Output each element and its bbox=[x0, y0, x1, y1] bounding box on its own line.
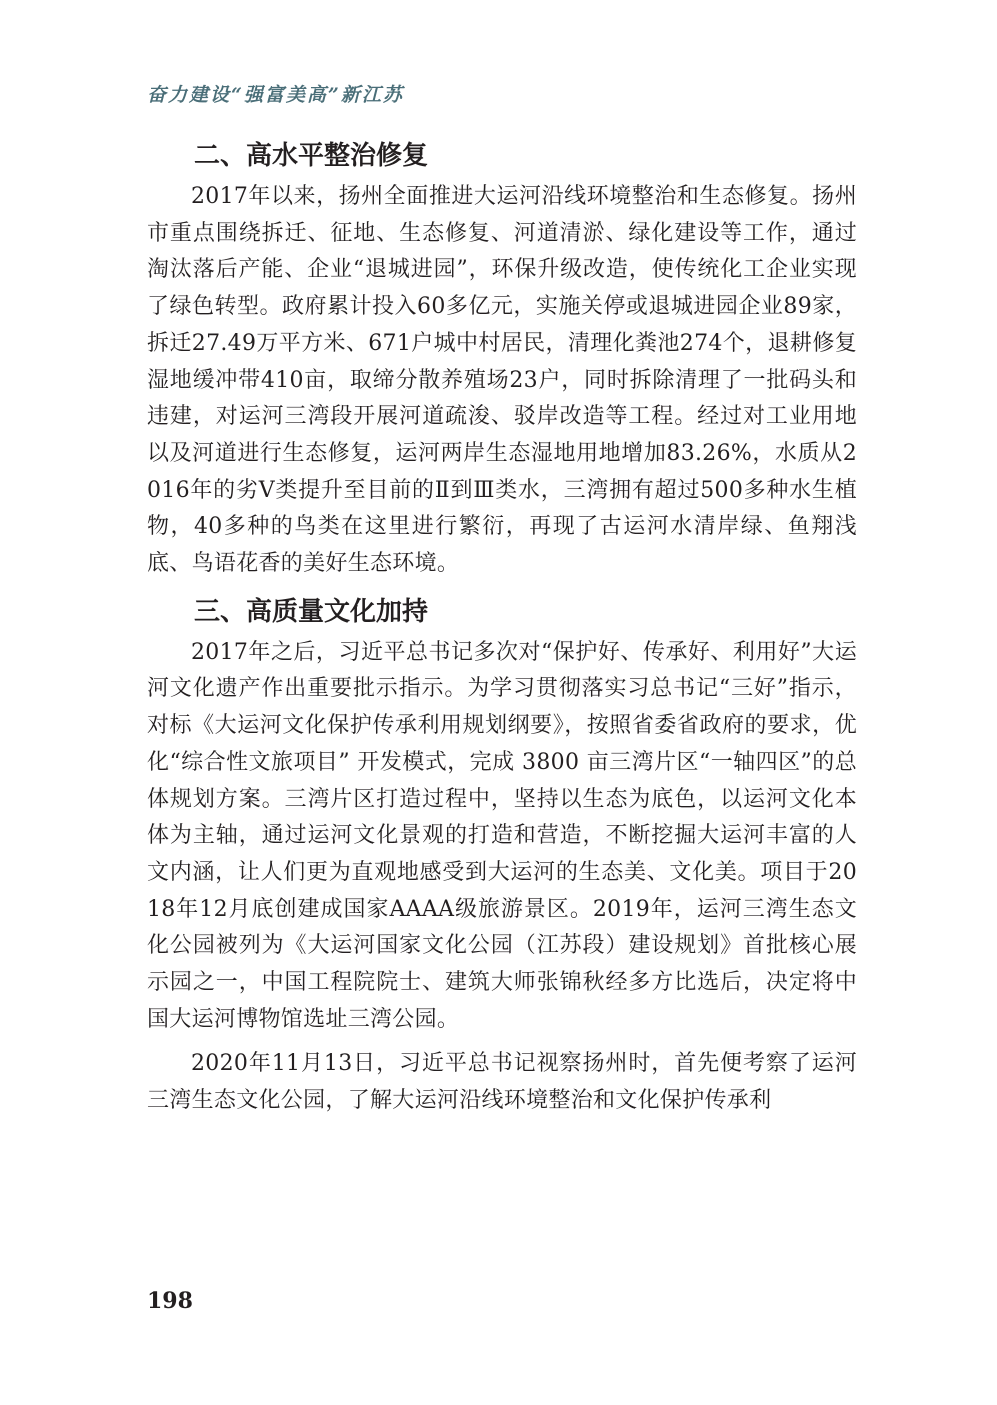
section-heading-3: 三、高质量文化加持 bbox=[194, 596, 429, 627]
page-number: 198 bbox=[147, 1288, 193, 1314]
running-header: 奋力建设“强富美高”新江苏 bbox=[147, 84, 404, 106]
body-paragraph: 2017年以来，扬州全面推进大运河沿线环境整治和生态修复。扬州市重点围绕拆迁、征地、生态修复、河道清淤、绿化建设等工作，通过淘汰落后产能、企业“退城进园”，环保升级改造，使传统化工企业实现了绿色转型。政府累计投入60多亿元，实施关停或退城进园企业89家，拆迁27.49万平方米、671户城中村居民，清理化粪池274个，退耕修复湿地缓冲带410亩，取缔分散养殖场23户，同时拆除清理了一批码头和违建，对运河三湾段开展河道疏浚、驳岸改造等工程。经过对工业用地以及河道进行生态修复，运河两岸生态湿地用地增加83.26%，水质从2016年的劣Ⅴ类提升至目前的Ⅱ到Ⅲ类水，三湾拥有超过500多种水生植物，40多种的鸟类在这里进行繁衍，再现了古运河水清岸绿、鱼翔浅底、鸟语花香的美好生态环境。 bbox=[147, 184, 857, 577]
page-body bbox=[147, 133, 857, 1120]
body-paragraph: 2020年11月13日，习近平总书记视察扬州时，首先便考察了运河三湾生态文化公园，了解大运河沿线环境整治和文化保护传承利 bbox=[147, 1051, 857, 1114]
body-paragraph: 2017年之后，习近平总书记多次对“保护好、传承好、利用好”大运河文化遗产作出重要批示指示。为学习贯彻落实习总书记“三好”指示，对标《大运河文化保护传承利用规划纲要》，按照省委省政府的要求，优化“综合性文旅项目” 开发模式，完成 3800 亩三湾片区“一轴四区”的总体规划方案。三湾片区打造过程中，坚持以生态为底色，以运河文化本体为主轴，通过运河文化景观的打造和营造，不断挖掘大运河丰富的人文内涵，让人们更为直观地感受到大运河的生态美、文化美。项目于2018年12月底创建成国家AAAA级旅游景区。2019年，运河三湾生态文化公园被列为《大运河国家文化公园（江苏段）建设规划》首批核心展示园之一，中国工程院院士、建筑大师张锦秋经多方比选后，决定将中国大运河博物馆选址三湾公园。 bbox=[147, 639, 857, 1032]
section-heading-2: 二、高水平整治修复 bbox=[194, 141, 429, 171]
